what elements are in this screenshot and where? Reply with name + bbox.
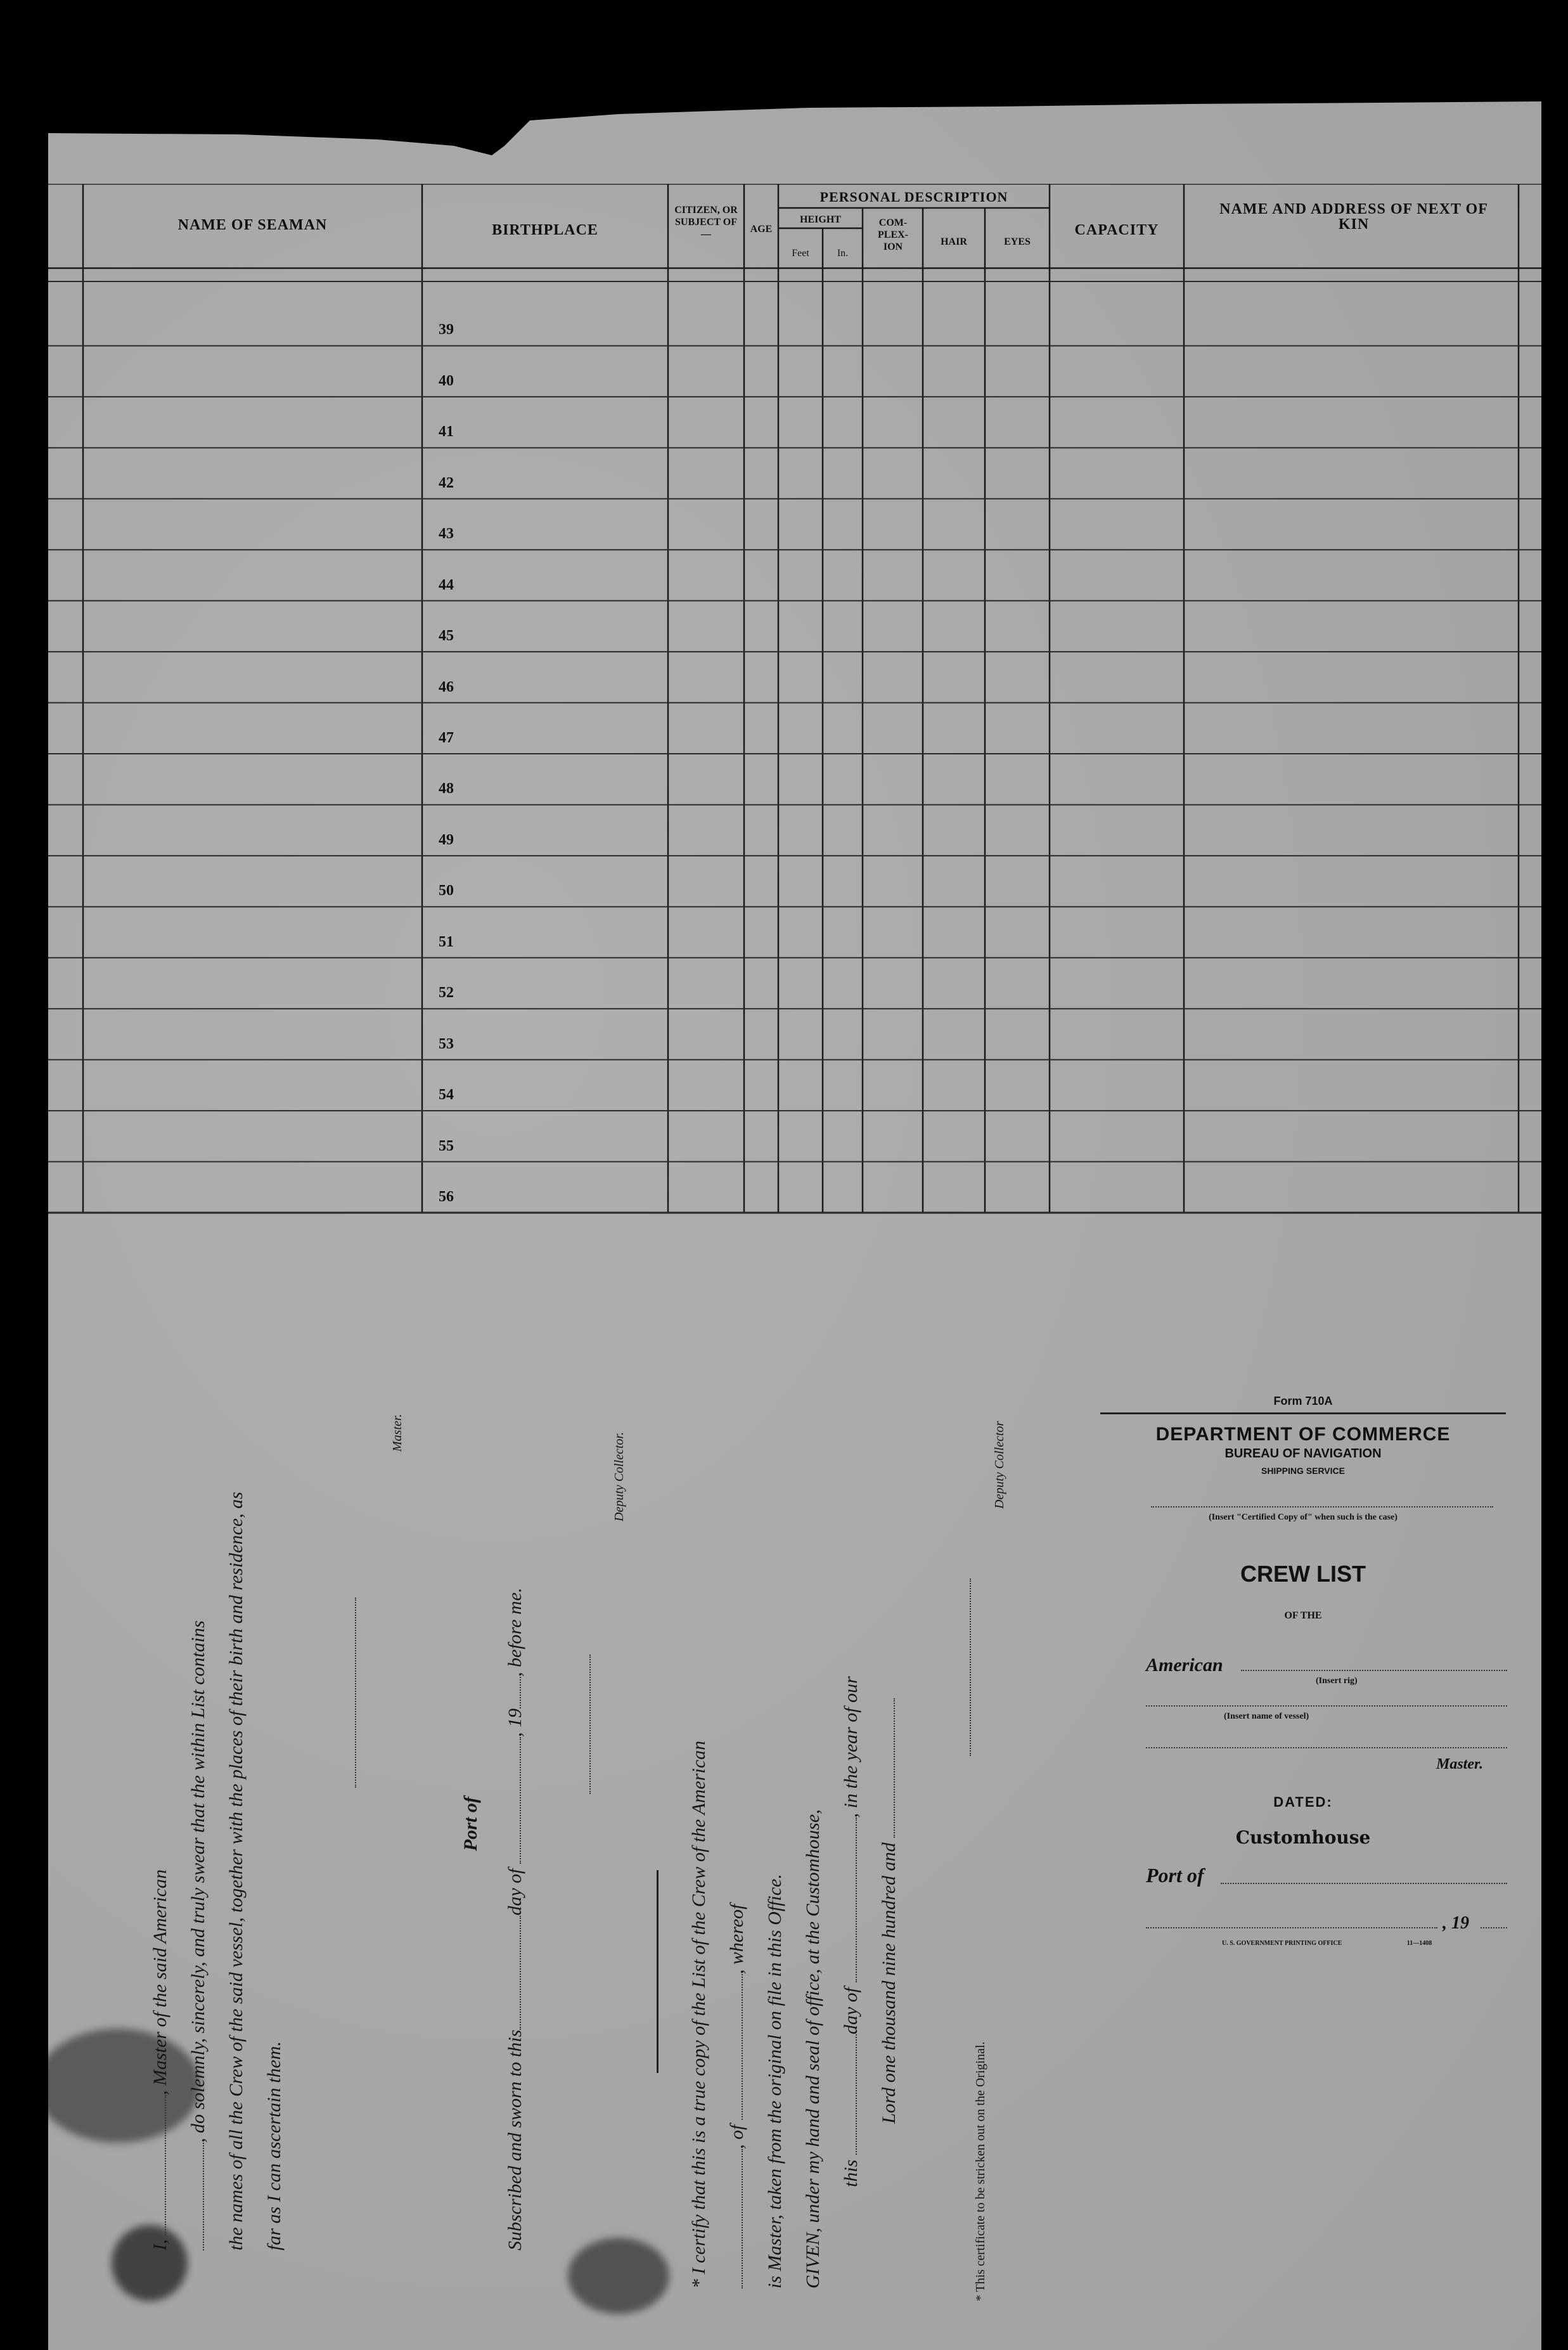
crew-list-title: CREW LIST bbox=[1240, 1561, 1366, 1587]
row-number: 52 bbox=[439, 985, 454, 1002]
header-height: HEIGHT bbox=[800, 214, 841, 225]
certificate-line-3: is Master, taken from the original on file in this Office. bbox=[764, 1874, 785, 2289]
certificate-line-4: GIVEN, under my hand and seal of office, at the Customhouse, bbox=[802, 1809, 823, 2289]
row-number: 50 bbox=[439, 882, 454, 900]
master-oath-section bbox=[150, 1236, 1037, 2350]
certificate-line-1: * I certify that this is a true copy of the List of the Crew of the American bbox=[688, 1740, 709, 2289]
row-number: 43 bbox=[439, 526, 454, 543]
header-birthplace: BIRTHPLACE bbox=[492, 222, 598, 238]
deputy-collector-label-2: Deputy Collector bbox=[993, 1421, 1006, 1509]
crew-list-sheet bbox=[48, 95, 1541, 2350]
row-number: 53 bbox=[439, 1035, 454, 1052]
row-number: 42 bbox=[439, 474, 454, 491]
port-of-label: Port of bbox=[460, 1797, 481, 1851]
header-name-of-seaman: NAME OF SEAMAN bbox=[177, 217, 328, 233]
oath-line-4: far as I can ascertain them. bbox=[264, 2041, 285, 2250]
row-number: 48 bbox=[439, 780, 454, 797]
bureau-title: BUREAU OF NAVIGATION bbox=[1224, 1447, 1382, 1461]
deputy-collector-signature-line bbox=[574, 1655, 596, 1794]
master-label: Master. bbox=[390, 1414, 404, 1452]
subscribed-line: Subscribed and sworn to thisday of , 19, before me. bbox=[504, 1587, 525, 2250]
torn-top-edge bbox=[48, 95, 1541, 190]
certificate-line-2: , of , whereof bbox=[726, 1904, 748, 2289]
master-name-line bbox=[1146, 1747, 1507, 1748]
header-next-of-kin: NAME AND ADDRESS OF NEXT OF KIN bbox=[1219, 201, 1488, 233]
service-title: SHIPPING SERVICE bbox=[1261, 1466, 1345, 1476]
header-complexion: COM-PLEX-ION bbox=[878, 217, 908, 252]
deputy-collector-signature-line-2 bbox=[954, 1579, 976, 1756]
oath-line-2: , do solemnly, sincerely, and truly swear that the within List contains bbox=[188, 1620, 209, 2250]
row-number: 51 bbox=[439, 933, 454, 950]
certificate-line-6: Lord one thousand nine hundred and bbox=[878, 1698, 900, 2124]
row-number: 39 bbox=[439, 321, 454, 339]
row-number: 55 bbox=[439, 1137, 454, 1154]
year-line bbox=[1481, 1927, 1507, 1928]
printer-line bbox=[1146, 1940, 1507, 1947]
customhouse-label: Customhouse bbox=[1235, 1827, 1371, 1848]
row-number: 45 bbox=[439, 628, 454, 645]
port-of-cover: Port of bbox=[1146, 1864, 1204, 1887]
form-number: Form 710A bbox=[1273, 1395, 1333, 1407]
header-personal-description: PERSONAL DESCRIPTION bbox=[819, 189, 1008, 205]
of-the-label: OF THE bbox=[1284, 1610, 1322, 1621]
crew-table bbox=[48, 184, 1541, 1223]
row-number: 54 bbox=[439, 1087, 454, 1104]
year-label: , 19 bbox=[1443, 1913, 1469, 1933]
header-eyes: EYES bbox=[1004, 236, 1031, 247]
header-citizen: CITIZEN, OR SUBJECT OF— bbox=[674, 205, 738, 240]
header-capacity: CAPACITY bbox=[1074, 222, 1159, 238]
certificate-line-5: this day of , in the year of our bbox=[840, 1676, 861, 2187]
row-number: 41 bbox=[439, 423, 454, 441]
header-age: AGE bbox=[750, 224, 773, 235]
printer-name: U. S. GOVERNMENT PRINTING OFFICE bbox=[1222, 1940, 1342, 1947]
row-number: 49 bbox=[439, 831, 454, 848]
certified-copy-note: (Insert "Certified Copy of" when such is the case) bbox=[1209, 1513, 1398, 1522]
header-feet: Feet bbox=[792, 248, 809, 259]
oath-line-1: I, , Master of the said American bbox=[150, 1869, 170, 2250]
insert-vessel-note: (Insert name of vessel) bbox=[1224, 1712, 1309, 1721]
seal-rule bbox=[657, 1870, 659, 2073]
cover-rule bbox=[1100, 1412, 1506, 1414]
deputy-collector-label: Deputy Collector. bbox=[612, 1431, 626, 1521]
certificate-footnote: * This certificate to be stricken out on the Original. bbox=[974, 2041, 987, 2301]
header-inches: In. bbox=[837, 248, 849, 259]
port-line bbox=[1221, 1883, 1507, 1884]
row-number: 40 bbox=[439, 372, 454, 389]
print-code: 11—1408 bbox=[1406, 1940, 1432, 1947]
row-number: 47 bbox=[439, 730, 454, 746]
vessel-name-line bbox=[1146, 1705, 1507, 1707]
rig-line bbox=[1241, 1670, 1507, 1671]
department-title: DEPARTMENT OF COMMERCE bbox=[1155, 1424, 1451, 1445]
insert-rig-note: (Insert rig) bbox=[1316, 1676, 1358, 1686]
cover-panel bbox=[1100, 1287, 1541, 2174]
header-hair: HAIR bbox=[941, 236, 967, 247]
master-label-cover: Master. bbox=[1436, 1756, 1484, 1772]
american-label: American bbox=[1146, 1655, 1223, 1675]
certified-copy-line bbox=[1151, 1506, 1493, 1507]
row-number: 44 bbox=[439, 576, 454, 593]
dated-label: DATED: bbox=[1273, 1794, 1333, 1810]
row-number: 46 bbox=[439, 678, 454, 695]
master-signature-line bbox=[340, 1598, 361, 1788]
date-line bbox=[1146, 1927, 1437, 1928]
row-number: 56 bbox=[439, 1189, 454, 1205]
oath-line-3: the names of all the Crew of the said vessel, together with the places of their birth and residence, as bbox=[226, 1492, 247, 2250]
